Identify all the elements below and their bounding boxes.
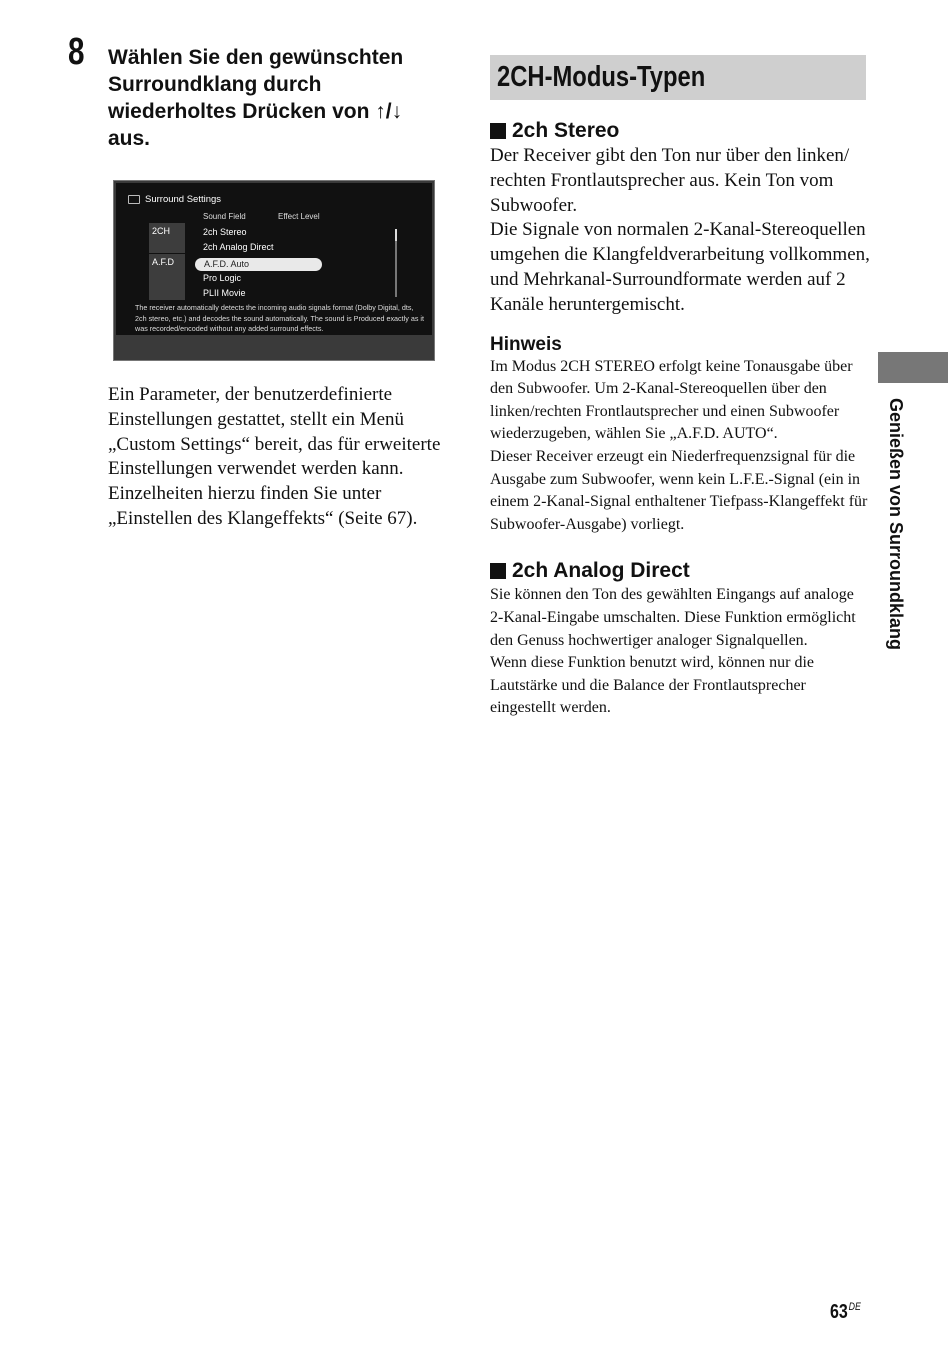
page-number-value: 63 — [830, 1301, 848, 1323]
osd-selected-item — [195, 258, 322, 271]
page-number — [830, 1301, 861, 1324]
stereo-paragraph-1: Der Receiver gibt den Ton nur über den linken/ rechten Frontlautsprecher aus. Kein Ton vom Subwoofer. — [490, 145, 850, 216]
chapter-tab-marker — [878, 352, 948, 383]
analog-paragraph-2: Wenn diese Funktion benutzt wird, können nur die Lautstärke und die Balance der Frontlautsprecher eingestellt werden. — [490, 654, 814, 717]
note-paragraph-1: Im Modus 2CH STEREO erfolgt keine Tonausgabe über den Subwoofer. Um 2-Kanal-Stereoquellen über den linken/rechten Frontlautsprecher und einen Subwoofer wiederzugeben, wählen Sie „A.F.D. AUTO“. — [490, 357, 853, 443]
osd-item-2ch-analog-direct: 2ch Analog Direct — [203, 242, 274, 252]
stereo-heading — [490, 118, 870, 144]
osd-title — [128, 194, 221, 205]
chapter-side-title: Genießen von Surroundklang — [886, 398, 906, 651]
osd-item-2ch-stereo: 2ch Stereo — [203, 227, 247, 237]
osd-title-text: Surround Settings — [145, 194, 222, 205]
surround-settings-screenshot — [113, 180, 435, 361]
osd-col-effect-level: Effect Level — [278, 212, 320, 221]
analog-heading-text: 2ch Analog Direct — [512, 559, 690, 583]
note-paragraph-2: Dieser Receiver erzeugt ein Niederfrequenzsignal für die Ausgabe zum Subwoofer, wenn kein L.F.E.-Signal (ein in einem 2-Kanal-Signal enthaltener Tiefpass-Klangeffekt für Subwoofer-Ausgabe) vorliegt. — [490, 447, 868, 533]
analog-heading — [490, 558, 870, 584]
stereo-heading-text: 2ch Stereo — [512, 119, 620, 142]
osd-col-sound-field: Sound Field — [203, 212, 246, 221]
custom-settings-paragraph: Ein Parameter, der benutzerdefinierte Einstellungen gestattet, stellt ein Menü „Custom Settings“ bereit, das für erweiterte Einstellungen verwendet werden kann. Einzelheiten hierzu finden Sie unter „Einstellen des Klangeffekts“ (Seite 67). — [108, 384, 441, 529]
note-heading: Hinweis — [490, 333, 562, 355]
settings-menu-icon — [128, 195, 140, 204]
section-title: 2CH-Modus-Typen — [497, 61, 706, 93]
osd-scrollbar — [395, 229, 397, 297]
page-language-suffix: DE — [848, 1301, 861, 1314]
square-bullet-icon — [490, 123, 506, 139]
right-column — [490, 118, 870, 720]
osd-item-plii-movie: PLII Movie — [203, 288, 246, 298]
osd-side-label-afd: A.F.D — [149, 254, 185, 300]
osd-item-pro-logic: Pro Logic — [203, 273, 242, 283]
stereo-paragraph-2: Die Signale von normalen 2-Kanal-Stereoquellen umgehen die Klangfeldverarbeitung vollkommen, und Mehrkanal-Surroundformate werden auf 2 Kanäle heruntergemischt. — [490, 219, 870, 315]
analog-paragraph-1: Sie können den Ton des gewählten Eingangs auf analoge 2-Kanal-Eingabe umschalten. Diese Funktion ermöglicht den Genuss hochwertiger analoger Signalquellen. — [490, 586, 856, 649]
step-number: 8 — [68, 31, 85, 73]
osd-selected-label: A.F.D. Auto — [204, 259, 250, 269]
step-heading: Wählen Sie den gewünschten Surroundklang durch wiederholtes Drücken von ↑/↓ aus. — [108, 46, 404, 150]
osd-side-label-2ch: 2CH — [149, 223, 185, 253]
square-bullet-icon — [490, 563, 506, 579]
osd-description: The receiver automatically detects the incoming audio signals format (Dolby Digital, dts, 2ch stereo, etc.) and decodes the sound automatically. The sound is Produced exactly as it was recorded/encoded without any added surround effects. — [135, 303, 424, 333]
osd-scroll-thumb — [395, 229, 397, 241]
